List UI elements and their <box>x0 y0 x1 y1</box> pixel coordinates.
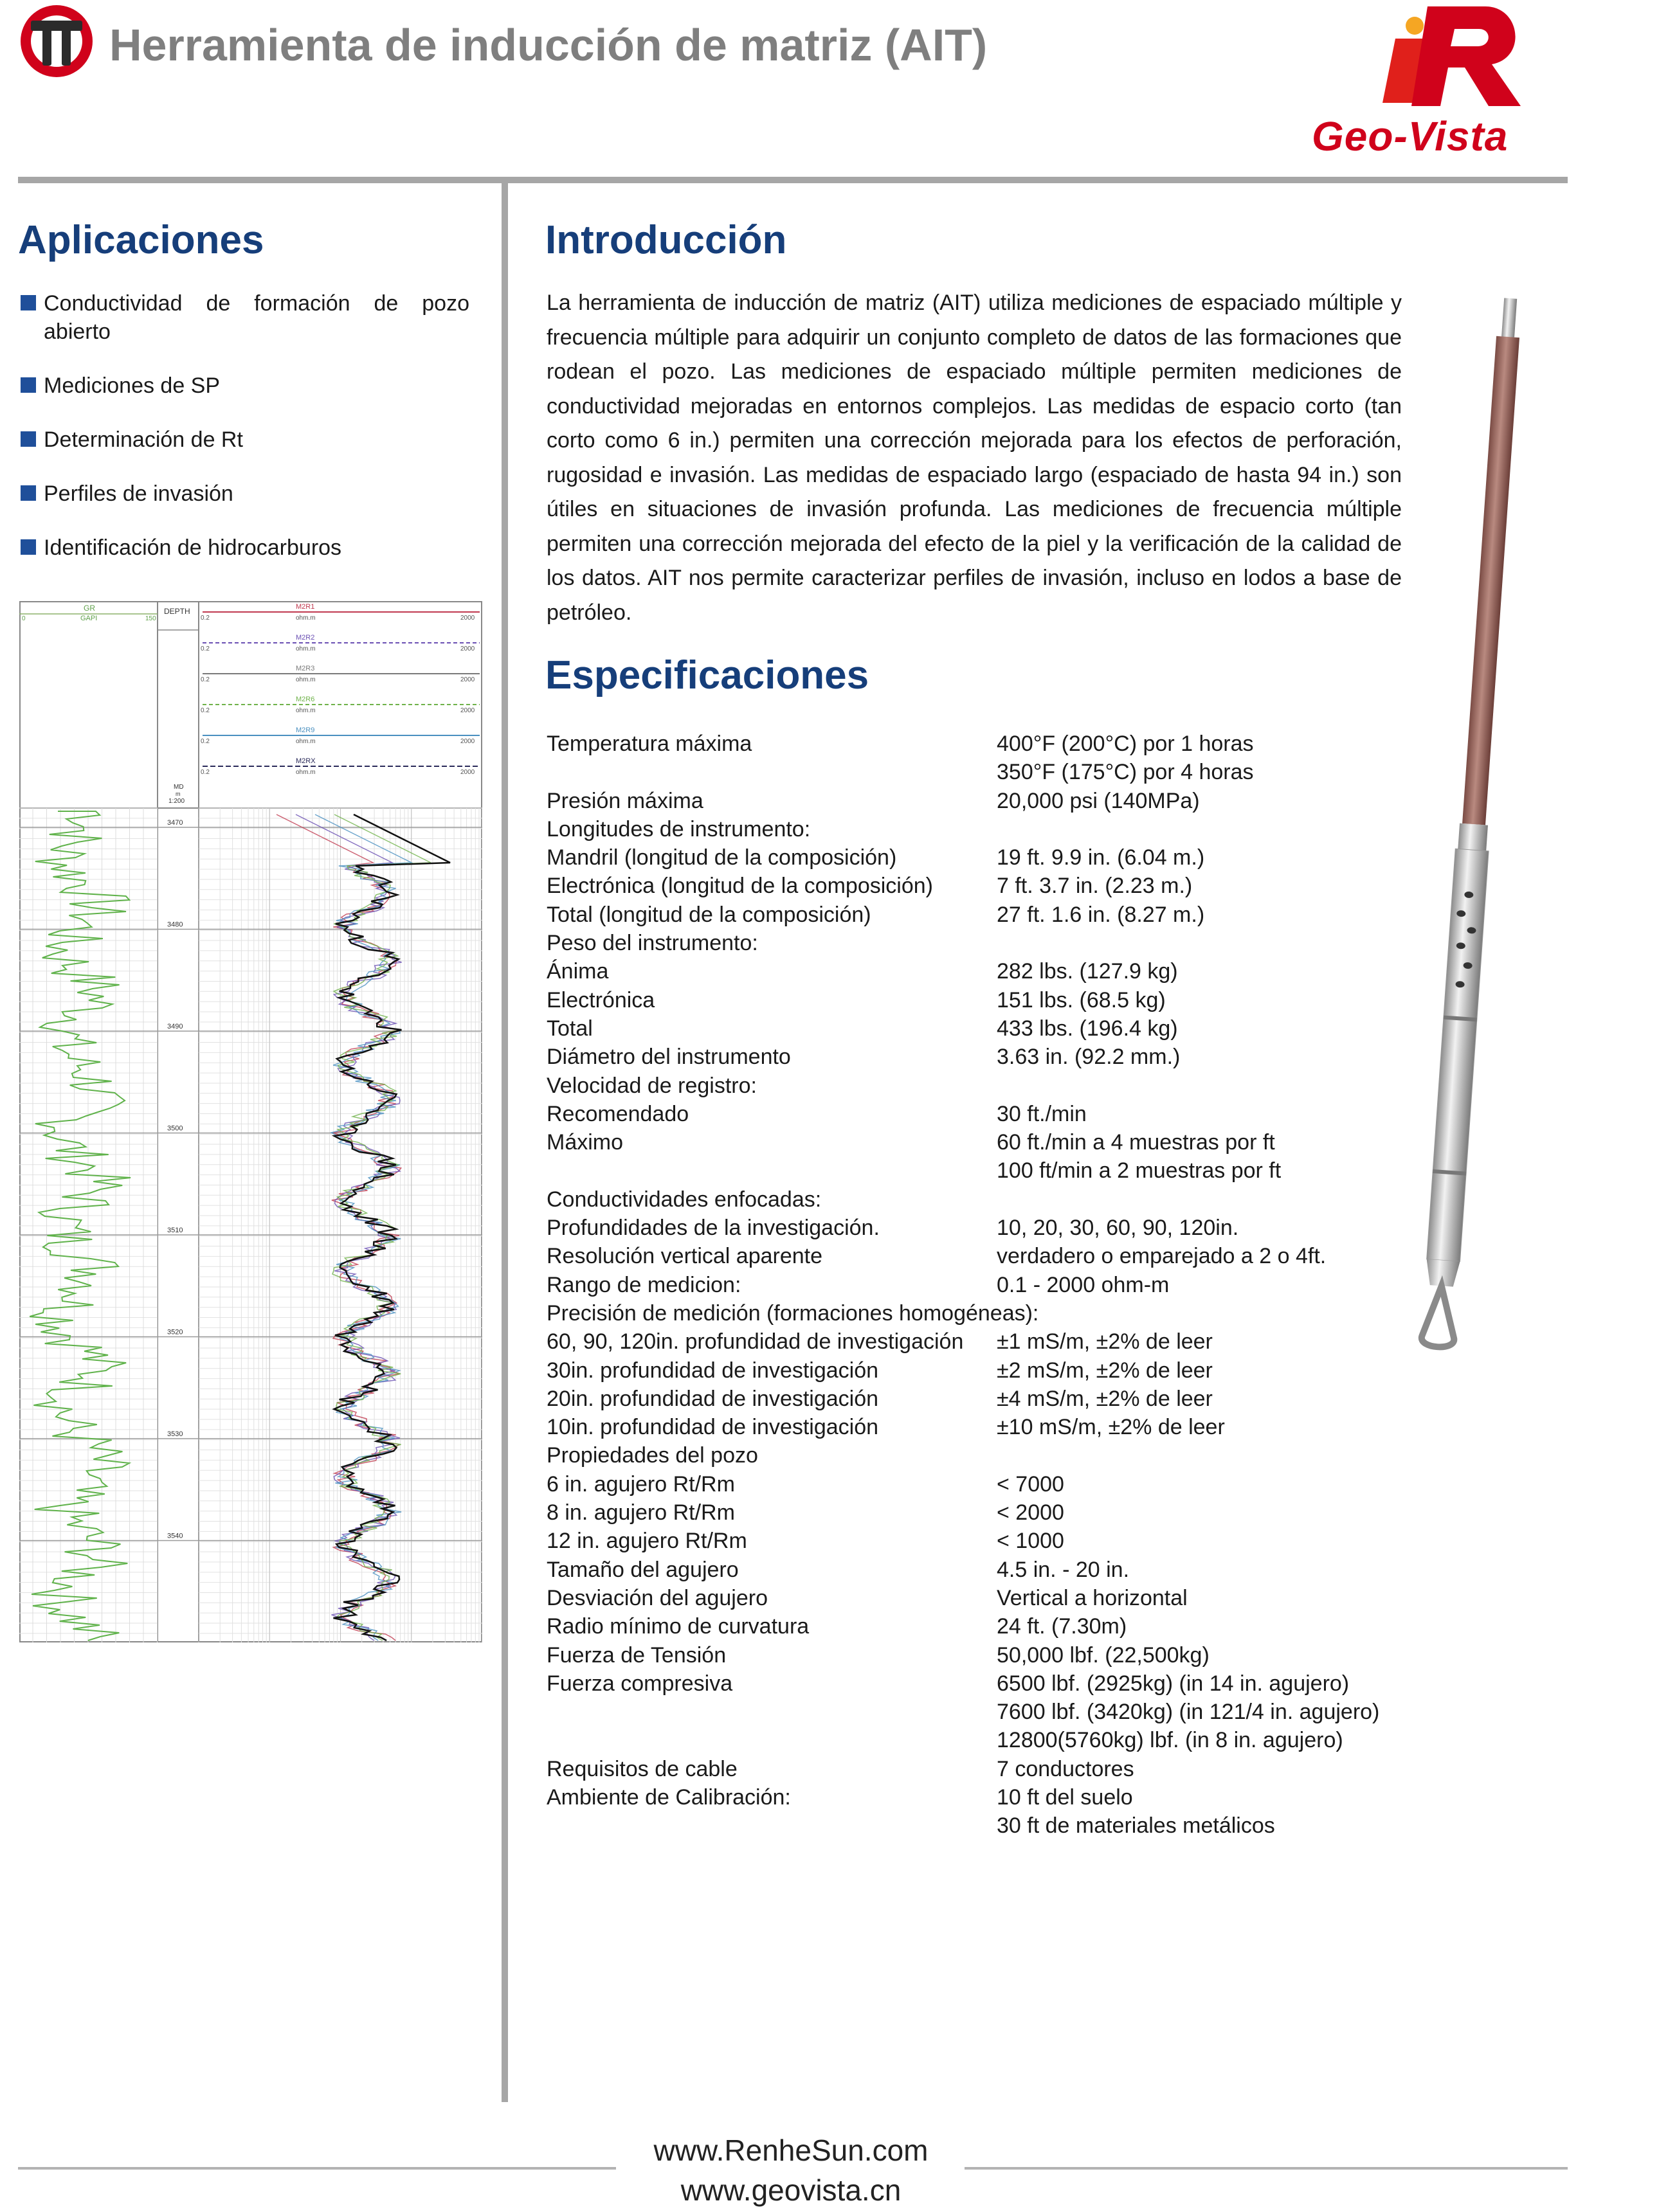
spec-label: Máximo <box>547 1130 624 1155</box>
curve-max: 2000 <box>460 707 475 714</box>
spec-row <box>547 1726 1447 1754</box>
spec-label: Fuerza compresiva <box>547 1671 733 1696</box>
depth-tick-label: 3490 <box>167 1023 183 1030</box>
spec-value: ±2 mS/m, ±2% de leer <box>997 1358 1213 1383</box>
header-rule <box>18 177 1568 183</box>
spec-label: Recomendado <box>547 1101 689 1126</box>
spec-value: < 2000 <box>997 1500 1064 1525</box>
gr-label: GR <box>84 604 95 613</box>
spec-row <box>547 787 1447 815</box>
spec-row <box>547 986 1447 1014</box>
curve-name: M2R2 <box>296 634 315 642</box>
curve-min: 0.2 <box>201 615 210 622</box>
curve-max: 2000 <box>460 738 475 745</box>
md-scale: 1:200 <box>168 798 185 805</box>
spec-row <box>547 1812 1447 1840</box>
spec-label: Velocidad de registro: <box>547 1073 757 1098</box>
gr-scale-left: 0 <box>22 615 26 622</box>
spec-value: 50,000 lbf. (22,500kg) <box>997 1642 1210 1668</box>
gapi-label: GAPI <box>80 615 98 622</box>
curve-min: 0.2 <box>201 645 210 652</box>
spec-value: 10, 20, 30, 60, 90, 120in. <box>997 1216 1239 1241</box>
gr-scale-right: 150 <box>145 615 156 622</box>
spec-label: Peso del instrumento: <box>547 931 758 956</box>
spec-label: 30in. profundidad de investigación <box>547 1358 879 1383</box>
spec-value: Vertical a horizontal <box>997 1585 1188 1610</box>
spec-value: 7 conductores <box>997 1756 1134 1781</box>
depth-label: DEPTH <box>164 607 190 616</box>
square-bullet-icon <box>21 377 36 393</box>
spec-label: 60, 90, 120in. profundidad de investigación <box>547 1329 964 1354</box>
page-title: Herramienta de inducción de matriz (AIT) <box>109 20 988 70</box>
spec-row <box>547 1242 1447 1270</box>
spec-label: Profundidades de la investigación. <box>547 1216 880 1241</box>
spec-value: 100 ft/min a 2 muestras por ft <box>997 1158 1282 1183</box>
spec-label: Electrónica <box>547 987 655 1012</box>
depth-tick-label: 3530 <box>167 1430 183 1438</box>
spec-value: ±10 mS/m, ±2% de leer <box>997 1415 1225 1440</box>
spec-row <box>547 1698 1447 1726</box>
footer-rule-right <box>965 2167 1568 2170</box>
curve-name: M2R6 <box>296 696 315 703</box>
spec-label: Rango de medicion: <box>547 1272 741 1297</box>
depth-tick-label: 3470 <box>167 819 183 827</box>
list-item: Conductividad de formación de pozo abierto <box>19 289 469 346</box>
spec-value: 7 ft. 3.7 in. (2.23 m.) <box>997 874 1193 899</box>
spec-row <box>547 1327 1447 1356</box>
spec-label: Precisión de medición (formaciones homogéneas): <box>547 1300 1039 1326</box>
spec-value: 10 ft del suelo <box>997 1785 1133 1810</box>
md-label: MD <box>174 784 184 791</box>
spec-value: 6500 lbf. (2925kg) (in 14 in. agujero) <box>997 1671 1350 1696</box>
specifications-table <box>547 730 1447 1840</box>
specifications-heading: Especificaciones <box>545 653 869 697</box>
spec-label: Temperatura máxima <box>547 732 752 756</box>
spec-value: ±1 mS/m, ±2% de leer <box>997 1329 1213 1354</box>
spec-row <box>547 872 1447 900</box>
spec-value: 30 ft de materiales metálicos <box>997 1813 1275 1839</box>
spec-row <box>547 1299 1447 1327</box>
curve-unit: ohm.m <box>296 738 316 745</box>
spec-value: 433 lbs. (196.4 kg) <box>997 1016 1178 1041</box>
spec-value: 7600 lbf. (3420kg) (in 121/4 in. agujero) <box>997 1700 1380 1725</box>
applications-list <box>19 289 469 588</box>
spec-row <box>547 957 1447 985</box>
spec-row <box>547 1214 1447 1242</box>
ait-tool-image <box>1376 296 1524 1389</box>
footer-link-renhesun[interactable]: www.RenheSun.com <box>653 2134 929 2167</box>
curve-max: 2000 <box>460 769 475 776</box>
spec-row <box>547 730 1447 758</box>
spec-row <box>547 1470 1447 1498</box>
spec-label: Ambiente de Calibración: <box>547 1785 791 1810</box>
spec-value: 151 lbs. (68.5 kg) <box>997 987 1166 1012</box>
spec-row <box>547 1669 1447 1698</box>
list-item: Mediciones de SP <box>19 372 469 400</box>
curve-min: 0.2 <box>201 769 210 776</box>
curve-min: 0.2 <box>201 707 210 714</box>
spec-row <box>547 1584 1447 1612</box>
spec-label: Ánima <box>547 959 609 984</box>
spec-row <box>547 1156 1447 1185</box>
spec-row <box>547 1043 1447 1071</box>
spec-label: 10in. profundidad de investigación <box>547 1415 879 1440</box>
applications-heading: Aplicaciones <box>18 218 264 262</box>
spec-row <box>547 1356 1447 1385</box>
list-item: Perfiles de invasión <box>19 480 469 508</box>
spec-value: ±4 mS/m, ±2% de leer <box>997 1386 1213 1411</box>
spec-label: 6 in. agujero Rt/Rm <box>547 1471 735 1497</box>
spec-value: 12800(5760kg) lbf. (in 8 in. agujero) <box>997 1728 1343 1753</box>
square-bullet-icon <box>21 539 36 555</box>
spec-label: Conductividades enfocadas: <box>547 1187 822 1212</box>
spec-label: Electrónica (longitud de la composición) <box>547 874 933 899</box>
spec-row <box>547 1014 1447 1043</box>
spec-row <box>547 1100 1447 1128</box>
footer-rule-left <box>18 2167 616 2170</box>
spec-row <box>547 815 1447 843</box>
spec-value: verdadero o emparejado a 2 o 4ft. <box>997 1244 1327 1269</box>
spec-value: < 1000 <box>997 1529 1064 1554</box>
well-log-chart <box>19 601 482 1642</box>
spec-row <box>547 1072 1447 1100</box>
introduction-heading: Introducción <box>545 218 787 262</box>
introduction-text: La herramienta de inducción de matriz (AIT) utiliza mediciones de espaciado múltiple y frecuencia múltiple para adquirir un conjunto completo de datos de las formaciones que rodean el pozo. Las mediciones de espaciado múltiple permiten mediciones de conductividad mejoradas en entornos complejos. Las medidas de espacio corto (tan corto como 6 in.) permiten una corrección mejorada para los efectos de perforación, rugosidad e invasión. Las medidas de espaciado largo (espaciado de hasta 94 in.) son útiles en situaciones de invasión profunda. Las mediciones de frecuencia múltiple permiten una corrección mejorada del efecto de la piel y la verificación de la calidad de los datos. AIT nos permite caracterizar perfiles de invasión, incluso en lodos a base de petróleo. <box>547 291 1402 625</box>
spec-row <box>547 1755 1447 1783</box>
depth-tick-label: 3480 <box>167 921 183 929</box>
spec-value: 27 ft. 1.6 in. (8.27 m.) <box>997 902 1205 927</box>
curve-unit: ohm.m <box>296 615 316 622</box>
spec-row <box>547 1271 1447 1299</box>
spec-label: Resolución vertical aparente <box>547 1244 823 1269</box>
spec-value: 350°F (175°C) por 4 horas <box>997 760 1254 785</box>
spec-label: Desviación del agujero <box>547 1585 768 1610</box>
spec-row <box>547 1498 1447 1527</box>
spec-row <box>547 1641 1447 1669</box>
spec-row <box>547 901 1447 929</box>
spec-row <box>547 1783 1447 1812</box>
curve-max: 2000 <box>460 645 475 652</box>
curve-name: M2R9 <box>296 726 315 734</box>
spec-label: Requisitos de cable <box>547 1756 738 1781</box>
list-item: Identificación de hidrocarburos <box>19 534 469 562</box>
depth-tick-label: 3500 <box>167 1124 183 1133</box>
spec-value: 4.5 in. - 20 in. <box>997 1557 1130 1582</box>
curve-min: 0.2 <box>201 738 210 745</box>
spec-label: Total <box>547 1016 593 1041</box>
spec-value: 30 ft./min <box>997 1101 1087 1126</box>
square-bullet-icon <box>21 485 36 501</box>
square-bullet-icon <box>21 431 36 447</box>
spec-label: Diámetro del instrumento <box>547 1045 791 1070</box>
depth-tick-label: 3520 <box>167 1328 183 1336</box>
spec-row <box>547 1385 1447 1413</box>
brand-wordmark: Geo-Vista <box>1312 113 1509 159</box>
spec-value: 20,000 psi (140MPa) <box>997 788 1200 813</box>
curve-min: 0.2 <box>201 676 210 683</box>
depth-tick-label: 3540 <box>167 1532 183 1540</box>
curve-max: 2000 <box>460 676 475 683</box>
list-item: Determinación de Rt <box>19 426 469 454</box>
curve-name: M2RX <box>296 757 316 765</box>
spec-row <box>547 929 1447 957</box>
spec-value: 24 ft. (7.30m) <box>997 1614 1127 1639</box>
spec-label: Radio mínimo de curvatura <box>547 1614 810 1639</box>
spec-label: 8 in. agujero Rt/Rm <box>547 1500 735 1525</box>
md-unit: m <box>176 791 181 797</box>
footer-link-geovista[interactable]: www.geovista.cn <box>680 2173 902 2207</box>
spec-label: 12 in. agujero Rt/Rm <box>547 1529 747 1554</box>
square-bullet-icon <box>21 295 36 310</box>
spec-row <box>547 1527 1447 1555</box>
spec-label: Mandril (longitud de la composición) <box>547 845 897 870</box>
spec-label: Presión máxima <box>547 788 703 813</box>
spec-value: 400°F (200°C) por 1 horas <box>997 732 1254 756</box>
column-divider <box>502 183 508 2102</box>
spec-label: Longitudes de instrumento: <box>547 816 811 841</box>
curve-unit: ohm.m <box>296 645 316 652</box>
spec-label: Propiedades del pozo <box>547 1443 758 1468</box>
depth-tick-label: 3510 <box>167 1227 183 1234</box>
spec-label: Total (longitud de la composición) <box>547 902 871 927</box>
curve-name: M2R3 <box>296 665 315 672</box>
curve-unit: ohm.m <box>296 769 316 776</box>
spec-value: 19 ft. 9.9 in. (6.04 m.) <box>997 845 1205 870</box>
spec-row <box>547 1612 1447 1641</box>
spec-value: 0.1 - 2000 ohm-m <box>997 1272 1170 1297</box>
spec-row <box>547 1128 1447 1156</box>
spec-row <box>547 758 1447 786</box>
spec-value: 282 lbs. (127.9 kg) <box>997 959 1178 984</box>
spec-row <box>547 1556 1447 1584</box>
spec-label: Tamaño del agujero <box>547 1557 739 1582</box>
curve-name: M2R1 <box>296 603 315 611</box>
curve-unit: ohm.m <box>296 676 316 683</box>
spec-row <box>547 1413 1447 1441</box>
spec-label: 20in. profundidad de investigación <box>547 1386 879 1411</box>
spec-row <box>547 1441 1447 1470</box>
spec-row <box>547 1185 1447 1214</box>
spec-label: Fuerza de Tensión <box>547 1642 727 1668</box>
renhesun-logo-icon <box>18 3 95 80</box>
spec-value: 3.63 in. (92.2 mm.) <box>997 1045 1181 1070</box>
spec-value: 60 ft./min a 4 muestras por ft <box>997 1130 1275 1155</box>
curve-max: 2000 <box>460 615 475 622</box>
curve-unit: ohm.m <box>296 707 316 714</box>
spec-row <box>547 843 1447 872</box>
spec-value: < 7000 <box>997 1471 1064 1497</box>
